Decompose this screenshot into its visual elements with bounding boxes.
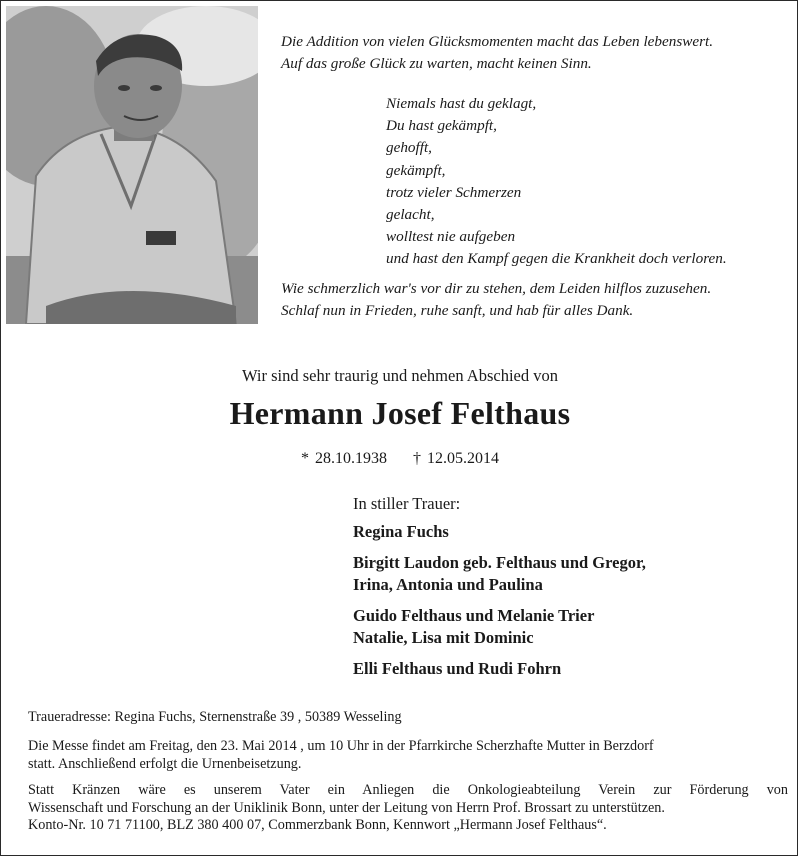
mourner-line: Regina Fuchs (353, 522, 449, 541)
poem-middle (386, 93, 727, 271)
birth-date: * 28.10.1938 (301, 450, 387, 467)
poem-line: Auf das große Glück zu warten, macht keinen Sinn. (281, 55, 592, 73)
death-date: † 12.05.2014 (413, 450, 499, 467)
poem-line: gelacht, (386, 206, 435, 224)
poem-intro (281, 31, 713, 75)
poem-line: Die Addition von vielen Glücksmomenten macht das Leben lebenswert. (281, 33, 714, 50)
mass-info (28, 738, 788, 773)
donation-line: Wissenschaft und Forschung an der Uniklinik Bonn, unter der Leitung von Herrn Prof. Brossart zu unterstützen. (28, 799, 665, 816)
poem-line: trotz vieler Schmerzen (386, 183, 522, 201)
donation-line: Konto-Nr. 10 71 71100, BLZ 380 400 07, Commerzbank Bonn, Kennwort „Hermann Josef Felthaus“. (28, 817, 607, 833)
poem-outro (281, 278, 711, 322)
donation-info (28, 782, 788, 835)
deceased-name: Hermann Josef Felthaus (229, 395, 571, 431)
mourner-line: Guido Felthaus und Melanie Trier (353, 606, 595, 625)
mourner-group (353, 658, 646, 680)
life-dates (0, 450, 800, 468)
poem-line: gehofft, (386, 139, 432, 157)
portrait-photo (6, 6, 258, 324)
mourner-group (353, 605, 646, 649)
poem-line: Du hast gekämpft, (386, 117, 497, 135)
mourners-block (353, 494, 646, 689)
mourner-group (353, 521, 646, 543)
poem-line: und hast den Kampf gegen die Krankheit doch verloren. (386, 250, 727, 268)
mourner-line: Elli Felthaus und Rudi Fohrn (353, 659, 562, 678)
mourner-line: Natalie, Lisa mit Dominic (353, 628, 534, 647)
farewell-lead: Wir sind sehr traurig und nehmen Abschied von (242, 366, 558, 385)
poem-line: gekämpft, (386, 161, 446, 179)
mourner-group (353, 552, 646, 596)
poem-line: Schlaf nun in Frieden, ruhe sanft, und hab für alles Dank. (281, 302, 634, 320)
poem-line: wolltest nie aufgeben (386, 228, 516, 246)
poem-line: Niemals hast du geklagt, (386, 95, 537, 112)
mourner-line: Birgitt Laudon geb. Felthaus und Gregor, (353, 553, 646, 572)
donation-line: Statt Kränzen wäre es unserem Vater ein Anliegen die Onkologieabteilung Verein zur Förderung von (28, 782, 788, 798)
mourners-heading: In stiller Trauer: (353, 494, 461, 513)
mass-line: Die Messe findet am Freitag, den 23. Mai 2014 , um 10 Uhr in der Pfarrkirche Scherzhafte Mutter in Berzdorf (28, 738, 654, 754)
poem-line: Wie schmerzlich war's vor dir zu stehen, dem Leiden hilflos zuzusehen. (281, 280, 712, 297)
mourner-line: Irina, Antonia und Paulina (353, 575, 543, 594)
mass-line: statt. Anschließend erfolgt die Urnenbeisetzung. (28, 755, 302, 772)
mourning-address: Traueradresse: Regina Fuchs, Sternenstraße 39 , 50389 Wesseling (28, 709, 402, 725)
